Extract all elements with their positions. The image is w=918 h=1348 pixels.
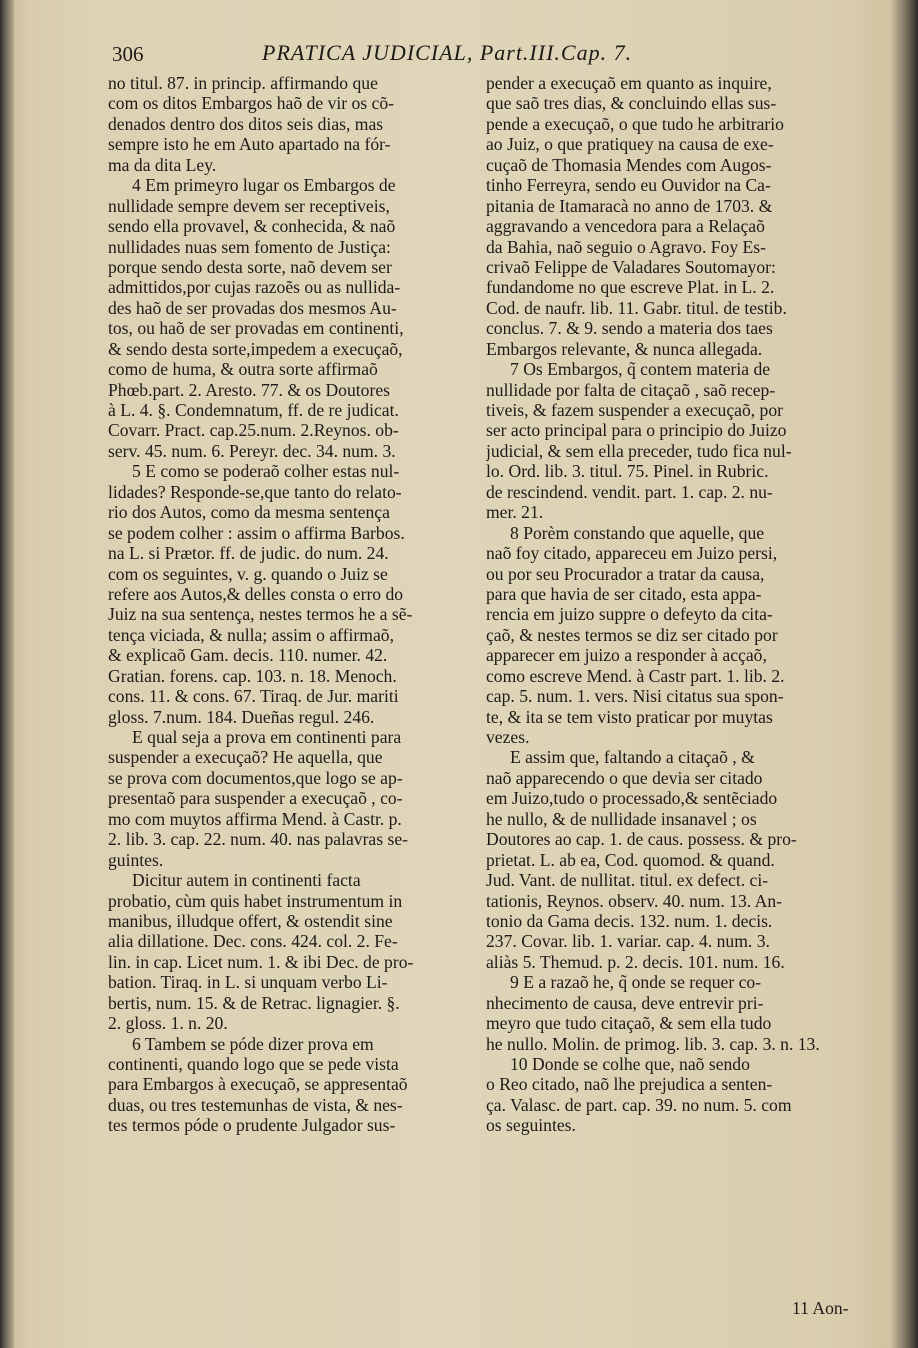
text-line: 9 E a razaõ he, q̃ onde se requer co- (510, 972, 762, 993)
text-line: tença viciada, & nulla; assim o affirmaõ, (108, 624, 394, 645)
text-line: Covarr. Pract. cap.25.num. 2.Reynos. ob- (108, 420, 399, 441)
text-line: se podem colher : assim o affirma Barbos. (108, 522, 405, 543)
text-line: Juiz na sua sentença, nestes termos he a sẽ- (108, 604, 413, 625)
text-line: naõ foy citado, appareceu em Juizo persi, (486, 543, 778, 564)
text-line: pender a execuçaõ em quanto as inquire, (486, 73, 772, 93)
text-line: mo com muytos affirma Mend. à Castr. p. (108, 808, 402, 829)
text-line: & explicaõ Gam. decis. 110. numer. 42. (108, 645, 388, 666)
text-line: cons. 11. & cons. 67. Tiraq. de Jur. mariti (108, 686, 399, 707)
text-line: como escreve Mend. à Castr part. 1. lib. 2. (486, 665, 785, 686)
text-line: he nullo. Molin. de primog. lib. 3. cap. 3. n. 13. (486, 1033, 820, 1054)
text-line: probatio, cùm quis habet instrumentum in (108, 890, 403, 911)
text-line: meyro que tudo citaçaõ, & sem ella tudo (486, 1013, 772, 1034)
text-line: presentaõ para suspender a execuçaõ , co- (108, 788, 403, 809)
text-line: tonio da Gama decis. 132. num. 1. decis. (486, 910, 773, 931)
text-line: suspender a execuçaõ? He aquella, que (108, 747, 383, 768)
text-line: denados dentro dos ditos seis dias, mas (108, 113, 384, 134)
text-line: mer. 21. (486, 502, 544, 523)
text-line: prietat. L. ab ea, Cod. quomod. & quand. (486, 849, 775, 870)
text-line: 4 Em primeyro lugar os Embargos de (132, 175, 396, 196)
text-line: çaõ, & nestes termos se diz ser citado por (486, 624, 778, 645)
text-line: crivaõ Felippe de Valadares Soutomayor: (486, 256, 776, 277)
text-line: sempre isto he em Auto apartado na fór- (108, 134, 391, 155)
text-line: 237. Covar. lib. 1. variar. cap. 4. num. 3. (486, 931, 770, 952)
text-line: lo. Ord. lib. 3. titul. 75. Pinel. in Rubric. (486, 461, 769, 482)
text-line: guintes. (108, 849, 164, 870)
text-line: conclus. 7. & 9. sendo a materia dos taes (486, 318, 773, 339)
text-line: Doutores ao cap. 1. de caus. possess. & pro- (486, 829, 797, 850)
text-line: refere aos Autos,& delles consta o erro do (108, 583, 404, 604)
text-line: Jud. Vant. de nullitat. titul. ex defect. ci- (486, 870, 769, 891)
page-header (112, 40, 872, 70)
text-line: ao Juiz, o que pratiquey na causa de exe- (486, 134, 774, 155)
text-line: na L. si Prætor. ff. de judic. do num. 24. (108, 543, 389, 564)
text-line: à L. 4. §. Condemnatum, ff. de re judicat. (108, 400, 399, 420)
text-line: no titul. 87. in princip. affirmando que (108, 73, 378, 93)
text-line: para que havia de ser citado, esta appa- (486, 583, 762, 604)
text-line: ser acto principal para o principio do Juizo (486, 420, 787, 441)
text-line: nullidades nuas sem fomento de Justiça: (108, 236, 391, 257)
text-line: 6 Tambem se póde dizer prova em (132, 1033, 374, 1054)
text-line: manibus, illudque offert, & ostendit sine (108, 910, 393, 931)
text-line: 2. lib. 3. cap. 22. num. 40. nas palavras se- (108, 829, 409, 850)
text-line: de rescindend. vendit. part. 1. cap. 2. nu- (486, 481, 773, 502)
text-line: admittidos,por cujas razoẽs ou as nullida- (108, 277, 401, 298)
text-line: Phœb.part. 2. Aresto. 77. & os Doutores (108, 379, 390, 400)
text-line: sendo ella provavel, & conhecida, & naõ (108, 216, 396, 237)
text-line: bation. Tiraq. in L. si unquam verbo Li- (108, 972, 388, 993)
text-line: Cod. de naufr. lib. 11. Gabr. titul. de testib. (486, 297, 787, 318)
text-line: pitania de Itamaracà no anno de 1703. & (486, 195, 773, 216)
text-line: rio dos Autos, como da mesma sentença (108, 502, 390, 523)
text-line: judicial, & sem ella preceder, tudo fica nul- (486, 440, 792, 461)
text-line: bertis, num. 15. & de Retrac. lignagier. §. (108, 992, 400, 1013)
page-number: 306 (112, 42, 144, 66)
binding-gutter (0, 0, 14, 1348)
text-line: como de huma, & outra sorte affirmaõ (108, 359, 378, 380)
text-line: & sendo desta sorte,impedem a execuçaõ, (108, 338, 403, 359)
text-line: serv. 45. num. 6. Pereyr. dec. 34. num. 3. (108, 440, 396, 461)
text-line: tiveis, & fazem suspender a execuçaõ, por (486, 400, 784, 420)
text-line: 5 E como se poderaõ colher estas nul- (132, 461, 400, 482)
catchword: 11 Aon- (792, 1298, 849, 1318)
text-line: continenti, quando logo que se pede vista (108, 1054, 399, 1074)
running-title: PRATICA JUDICIAL, Part.III.Cap. 7. (262, 40, 633, 65)
text-line: apparecer em juizo a responder à acçaõ, (486, 645, 767, 666)
text-line: ou por seu Procurador a tratar da causa, (486, 563, 765, 584)
text-line: ma da dita Ley. (108, 154, 217, 175)
text-line: vezes. (486, 727, 530, 747)
text-line: fundandome no que escreve Plat. in L. 2. (486, 277, 775, 298)
text-line: porque sendo desta sorte, naõ devem ser (108, 256, 392, 277)
text-line: 7 Os Embargos, q̃ contem materia de (510, 359, 771, 380)
text-line: nullidade por falta de citaçaõ , saõ recep- (486, 379, 776, 400)
text-line: lin. in cap. Licet num. 1. & ibi Dec. de pro- (108, 951, 414, 972)
right-column (486, 73, 850, 1136)
text-line: pende a execuçaõ, o que tudo he arbitrario (486, 113, 784, 134)
text-line: em Juizo,tudo o processado,& sentẽciado (486, 788, 778, 809)
text-line: tinho Ferreyra, sendo eu Ouvidor na Ca- (486, 175, 771, 196)
left-column (108, 73, 474, 1136)
text-line: nhecimento de causa, deve entrevir pri- (486, 992, 764, 1013)
text-line: cap. 5. num. 1. vers. Nisi citatus sua spon- (486, 686, 784, 707)
text-line: cuçaõ de Thomasia Mendes com Augos- (486, 154, 772, 175)
text-line: nullidade sempre devem ser receptiveis, (108, 195, 390, 216)
text-line: he nullo, & de nullidade insanavel ; os (486, 808, 757, 829)
text-line: E assim que, faltando a citaçaõ , & (510, 747, 755, 768)
text-line: rencia em juizo suppre o defeyto da cita- (486, 604, 773, 625)
text-line: te, & ita se tem visto praticar por muytas (486, 706, 773, 727)
text-line: Dicitur autem in continenti facta (132, 870, 361, 891)
text-line: tationis, Reynos. observ. 40. num. 13. An- (486, 890, 782, 911)
text-line: lidades? Responde-se,que tanto do relato- (108, 481, 402, 502)
text-line: 8 Porèm constando que aquelle, que (510, 522, 765, 543)
text-line: se prova com documentos,que logo se ap- (108, 767, 403, 788)
text-line: com os seguintes, v. g. quando o Juiz se (108, 563, 388, 584)
text-line: os seguintes. (486, 1115, 576, 1136)
text-line: da Bahia, naõ seguio o Agravo. Foy Es- (486, 236, 766, 257)
text-line: tos, ou haõ de ser provadas em continenti, (108, 318, 404, 339)
text-line: duas, ou tres testemunhas de vista, & nes- (108, 1094, 403, 1115)
text-line: que saõ tres dias, & concluindo ellas sus- (486, 93, 777, 114)
text-line: aggravando a vencedora para a Relaçaõ (486, 216, 765, 237)
text-line: E qual seja a prova em continenti para (132, 727, 402, 747)
text-line: gloss. 7.num. 184. Dueñas regul. 246. (108, 706, 375, 727)
text-line: des haõ de ser provadas dos mesmos Au- (108, 297, 397, 318)
text-line: com os ditos Embargos haõ de vir os cõ- (108, 93, 395, 114)
text-line: alia dillatione. Dec. cons. 424. col. 2. Fe- (108, 931, 398, 952)
text-line: aliàs 5. Themud. p. 2. decis. 101. num. 16. (486, 951, 785, 972)
text-line: Gratian. forens. cap. 103. n. 18. Menoch. (108, 665, 397, 686)
text-line: o Reo citado, naõ lhe prejudica a senten- (486, 1074, 773, 1095)
text-line: para Embargos à execuçaõ, se appresentaõ (108, 1074, 408, 1095)
text-line: 10 Donde se colhe que, naõ sendo (510, 1054, 750, 1074)
text-line: 2. gloss. 1. n. 20. (108, 1013, 228, 1034)
text-line: Embargos relevante, & nunca allegada. (486, 338, 763, 359)
text-line: ça. Valasc. de part. cap. 39. no num. 5. com (486, 1094, 792, 1115)
text-line: naõ apparecendo o que devia ser citado (486, 767, 763, 788)
text-line: tes termos póde o prudente Julgador sus- (108, 1115, 396, 1136)
